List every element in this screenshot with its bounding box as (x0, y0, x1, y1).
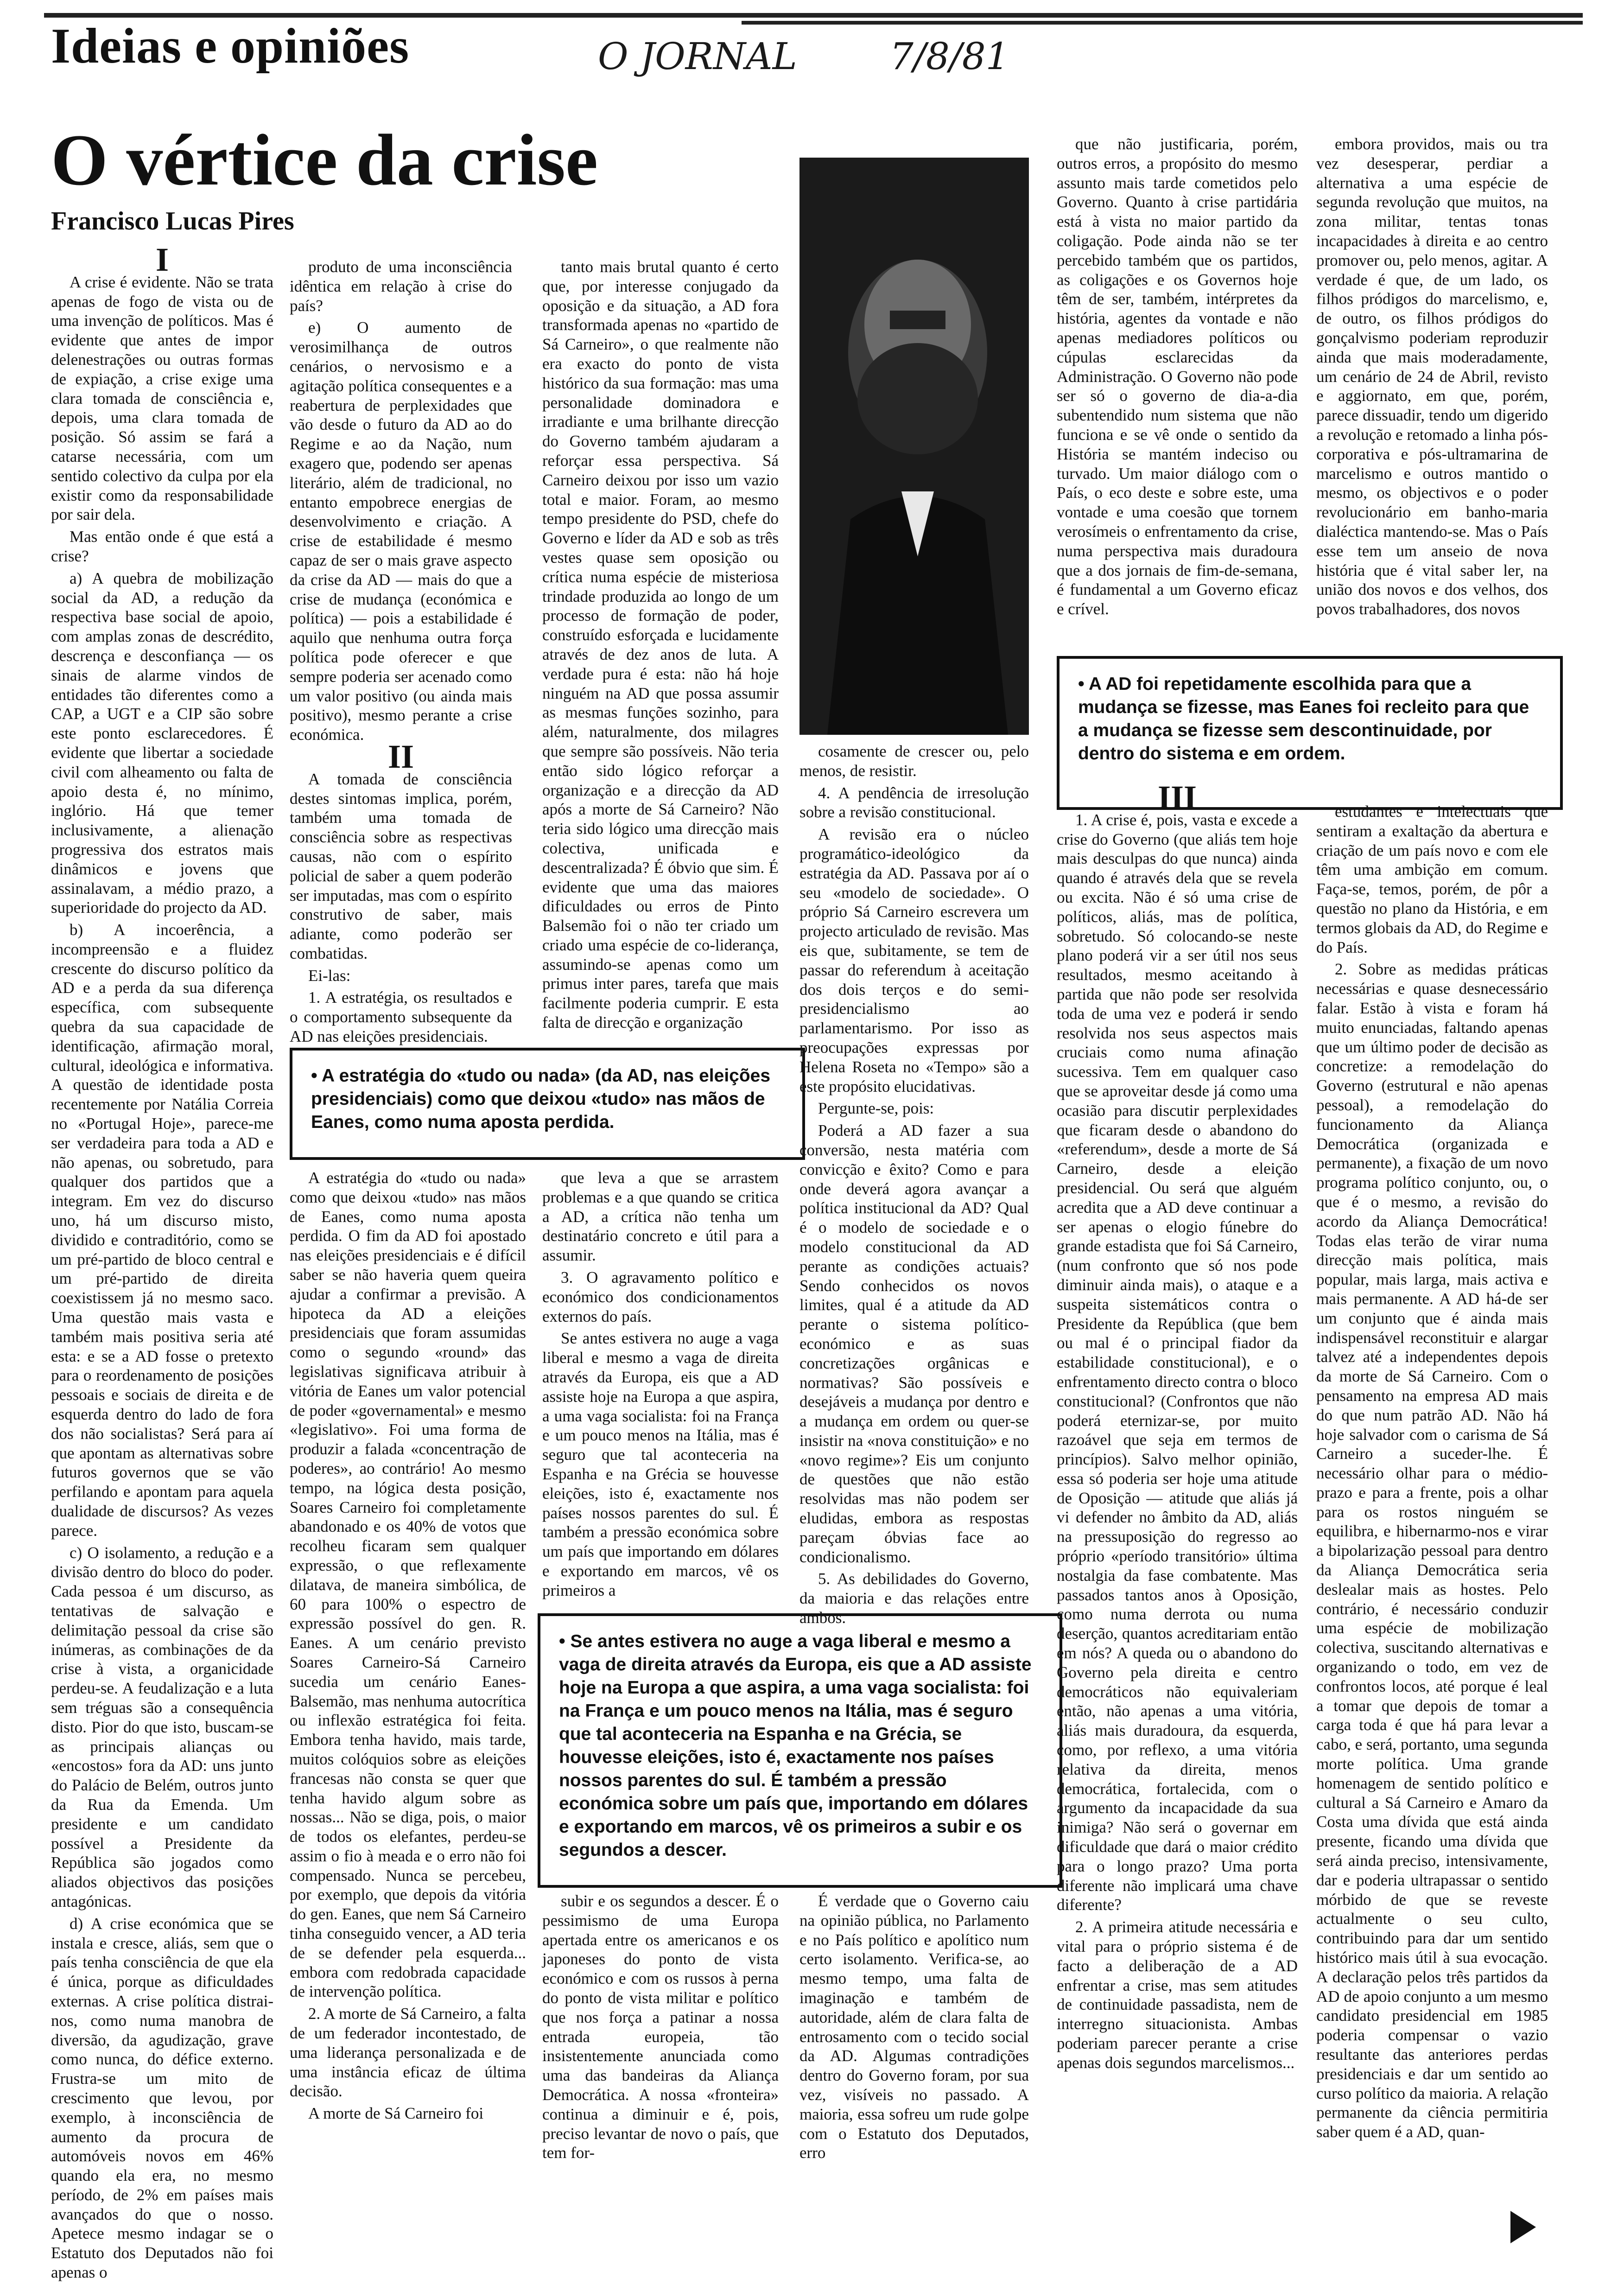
column-lower-2 (290, 1168, 526, 2126)
paragraph: d) A crise económica que se instala e cresce, aliás, sem que o país tenha consciência de que ela é única, porque as dificuldades externas. A crise política distrai-nos, como numa manobra de diversão, da agudização, grave como nunca, do défice externo. Frustra-se um mito de crescimento que levou, por exemplo, à inconsciência de aumento da procura de automóveis novos em 46% quando ela era, no mesmo período, de 2% em países mais avançados do que o nosso. Apetece mesmo indagar se o Estatuto dos Deputados não foi apenas o (51, 1914, 273, 2282)
column-lower-4 (799, 1891, 1029, 2165)
header-rule-right (742, 21, 1583, 25)
section-heading-iii: III (1157, 779, 1197, 816)
paragraph: 2. A morte de Sá Carneiro, a falta de um federador incontestado, de uma liderança personalizada e de uma instância eficaz de última decisão. (290, 2005, 526, 2101)
paragraph: 5. As debilidades do Governo, da maioria e das relações entre ambos. (799, 1570, 1029, 1627)
section-heading-i: I (155, 241, 169, 278)
paragraph: 2. A primeira atitude necessária e vital para o próprio sistema é de facto a deliberação de a AD enfrentar a crise, mas sem atitudes de continuidade passadista, nem de interregno situacionista. Ambas poderiam parecer perante a crise apenas dois segundos marcelismos... (1057, 1918, 1298, 2072)
paragraph: b) A incoerência, a incompreensão e a fluidez crescente do discurso político da AD e a perda da sua diferença específica, com subsequente quebra da sua capacidade de identificação, afirmação moral, cultural, ideológica e informativa. A questão de identidade posta recentemente por Natália Correia no «Portugal Hoje», parece-me ser verdadeira para toda a AD e não apenas, ou sobretudo, para qualquer dos partidos que a integram. Em vez do discurso uno, há um discurso misto, dividido e contraditório, como se um pré-partido de bloco central e um pré-partido de direita coexistissem já no mesmo saco. Uma questão mais vasta e também mais positiva seria até esta: e se a AD fosse o pretexto para o reordenamento de posições pessoais e sociais de direita e de esquerda dentro do lado de fora dos não socialistas? Será para aí que apontam as alternativas sobre futuros governos que se vão perfilando e apontam para aquela dualidade de discursos? As vezes parece. (51, 921, 273, 1540)
section-title: Ideias e opiniões (51, 19, 410, 74)
column-iii-b (1316, 802, 1548, 2145)
paragraph: c) O isolamento, a redução e a divisão dentro do bloco do poder. Cada pessoa é um discurso, as tentativas de salvação e delimitação pessoal da crise são inúmeras, as combinações de da crise à vista, a organicidade perdeu-se. A feudalização e a luta sem tréguas são a consequência disto. Pior do que isto, buscam-se as principais alianças ou «encostos» fora da AD: uns junto do Palácio de Belém, outros junto da Rua da Emenda. Um presidente e um candidato possível a Presidente da República são jogados como aliados objectivos das posições antagónicas. (51, 1543, 273, 1910)
paragraph: tanto mais brutal quanto é certo que, por interesse conjugado da oposição e da situação, a AD fora transformada apenas no «partido de Sá Carneiro», o que realmente não era exacto do ponto de vista histórico da sua formação: mas uma personalidade dominadora e irradiante e uma brilhante direcção do Governo também ajudaram a reforçar essa perspectiva. Sá Carneiro deixou por isso um vazio total e maior. Foram, ao mesmo tempo presidente do PSD, chefe do Governo e líder da AD e sob as três vestes quase sem oposição ou crítica numa espécie de misteriosa trindade produzida ao longo de um processo de formação de poder, construído esforçada e lucidamente através de dez anos de luta. A verdade pura é esta: não há hoje ninguém na AD que possa assumir as mesmas funções sozinho, para além, naturalmente, dos milagres que sempre são possíveis. Não teria então sido lógico reforçar a organização e a direcção da AD após a morte de Sá Carneiro? Não teria sido lógico uma direcção mais colectiva, unificada e descentralizada? É óbvio que sim. É evidente que uma das maiores dificuldades ou erros de Pinto Balsemão foi o não ter criado um criado uma espécie de co-liderança, assumindo-se apenas como um primus inter pares, tarefa que mais facilmente poderia cumprir. E esta falta de direcção e organização (542, 258, 779, 1032)
paragraph: que leva a que se arrastem problemas e a que quando se critica a AD, a crítica não tenha um destinatário concreto e útil para a assumir. (542, 1169, 779, 1265)
portrait-image (799, 158, 1029, 735)
column-lower-3b (542, 1891, 779, 2165)
paragraph: estudantes e intelectuais que sentiram a exaltação da abertura e criação de um país novo e com ele têm uma ambição em comum. Faça-se, temos, porém, de pôr a questão no plano da História, e em termos globais da AD, do Regime e do País. (1316, 802, 1548, 956)
paragraph: 1. A crise é, pois, vasta e excede a crise do Governo (que aliás tem hoje mais desculpas do que nunca) ainda quando é através dela que se revela ou excita. Não é só uma crise de políticos, aliás, mas de política, sobretudo. Só colocando-se neste plano poderá vir a ser útil nos seus resultados, mesmo aceitando à partida que não pode ser resolvida toda de uma vez e poderá ir sendo resolvida nos seus aspectos mais cruciais como numa afinação sucessiva. Tem em qualquer caso que se aproveitar desde já como uma ocasião para discutir perplexidades que ficaram desde o abandono do «referendum», desde a morte de Sá Carneiro, desde a eleição presidencial. Ou será que alguém acredita que a AD deve continuar a ser apenas o elogio fúnebre do grande estadista que foi Sá Carneiro, (num confronto que só nos pode diminuir ainda mais), o ataque e a suspeita sistemáticos contra o Presidente da República (que bem ou mal é o principal fiador da estabilidade constitucional), e o enfrentamento directo contra o bloco constitucional? (Confrontos que não poderá eternizar-se, por muito razoável que seja em termos de princípios). Salvo melhor opinião, essa só poderia ser hoje uma atitude de Oposição — atitude que aliás já vi defender no âmbito da AD, aliás na pressuposição do regresso ao próprio «período transitório» última nostalgia da fase combatente. Mas passados tantos anos à Oposição, como numa derrota ou numa deserção, quantos acreditariam então em nós? A queda ou o abandono do Governo pela direita e centro democráticos não equivaleriam então, não apenas a uma vitória, aliás mais duradoura, da esquerda, como, por reflexo, a uma vitória relativa da direita, menos democrática, fortalecida, com o argumento da incapacidade da sua inimiga? Não será o governar em dificuldade que dará o maior crédito para o longo prazo? Uma porta diferente não implicará uma chave diferente? (1057, 810, 1298, 1914)
paragraph: 1. A estratégia, os resultados e o comportamento subsequente da AD nas eleições presidenciais. (290, 988, 512, 1046)
author-photo (799, 158, 1029, 735)
paragraph: É verdade que o Governo caiu na opinião pública, no Parlamento e no País político e apolítico num certo isolamento. Verifica-se, ao mesmo tempo, uma falta de imaginação e também de autoridade, além de clara falta de entrosamento com o tecido social da AD. Algumas contradições dentro do Governo foram, por sua vez, visíveis no passado. A maioria, essa sofreu um rude golpe com o Estatuto dos Deputados, erro (799, 1892, 1029, 2162)
paragraph: embora providos, mais ou tra vez desesperar, perdiar a alternativa a uma espécie de segunda revolução que muitos, na zona militar, tentas tonas incapacidades à direita e ao centro promover ou, pelo menos, agitar. A verdade é que, de um lado, os filhos pródigos do marcelismo, e, de outro, os filhos pródigos do gonçalvismo poderiam reproduzir ainda que mais moderadamente, um cenário de 24 de Abril, revisto e aggiornato, em que, porém, parece dissuadir, tendo um digerido a revolução e retomado a linha pós-corporativa e pós-ultramarina de marcelismo e outros mantido o mesmo, os objectivos e o poder revolucionário em banho-maria dialéctica mantendo-se. Mas o País esse tem um anseio de nova história que é vital saber ler, na união dos novos e dos velhos, dos povos trabalhadores, dos novos (1316, 135, 1548, 618)
header-rule (44, 13, 1583, 18)
continue-arrow-icon (1510, 2211, 1536, 2243)
paragraph: a) A quebra de mobilização social da AD, a redução da respectiva base social de apoio, com amplas zonas de descrédito, descrença e desconfiança — os sinais de alarme vindos de entidades tão diferentes como a CAP, a UGT e a CIP são sobre este ponto esclarecedores. É evidente que libertar a sociedade civil com alheamento ou falta de apoio desta é, no mínimo, inglório. Há que temer inclusivamente, a alienação progressiva dos estratos mais dinâmicos e jovens que assinalavam, a médio prazo, a superioridade do projecto da AD. (51, 569, 273, 917)
paragraph: 2. Sobre as medidas práticas necessárias e quase desnecessário falar. Estão à vista e foram há muito enunciadas, faltando apenas que um último poder de decisão as concretize: a remodelação do Governo (estrutural e não apenas pessoal), a remodelação do funcionamento da Aliança Democrática (organizada e permanente), a fixação de um novo programa político conjunto, ou, o que é o mesmo, a revisão do acordo da Aliança Democrática! Todas elas terão de virar numa direcção mais política, mais popular, mais larga, mais activa e mais permanente. A AD há-de ser um conjunto que é ainda mais indispensável reconstituir e alargar talvez até a independentes depois da morte de Sá Carneiro. Com o pensamento na empresa AD mais do que num patrão AD. Não há hoje salvador com o carisma de Sá Carneiro a suceder-lhe. É necessário olhar para o médio-prazo e para a frente, pois a olhar para os rostos ninguém se equilibra, e hibernarmo-nos e virar a bipolarização pessoal para dentro da Aliança Democrática seria deslealar mais as hostes. Pelo contrário, é necessário conduzir uma espécie de mobilização colectiva, suscitando alternativas e organizando o todo, em vez de confrontos locos, até porque é leal a tomar que depois de tomar a carga toda é que há para levar a cabo, e será, portanto, uma segunda morte política. Uma grande homenagem de sentido político e cultural a Sá Carneiro e Amaro da Costa uma dívida que está ainda presente, ficando uma dívida que será ainda preciso, intensivamente, dar e poderia ultrapassar o sentido mórbido de que se reveste actualmente o seu culto, contribuindo para dar um sentido histórico mais útil à sua evocação. A declaração pelos três partidos da AD de apoio conjunto a um mesmo candidato presidencial em 1985 poderia compensar o vazio resultante das anteriores perdas presidenciais e dar um sentido ao curso político da maioria. A relação permanente da ciência permitiria saber quem é a AD, quan- (1316, 960, 1548, 2141)
paragraph: 3. O agravamento político e económico dos condicionamentos externos do país. (542, 1268, 779, 1325)
paragraph: e) O aumento de verosimilhança de outros cenários, o nervosismo e a agitação política consequentes e a reabertura de perplexidades que vão desde o futuro da AD ao do Regime e ao da Nação, num exagero que, podendo ser apenas literário, além de tradicional, no entanto empobrece energias de desenvolvimento e criação. A crise de estabilidade é mesmo capaz de ser o mais grave aspecto da crise da AD — mais do que a crise de mudança (económica e política) — pois a estabilidade é aquilo que nenhuma outra força política pode oferecer e que sempre poderia ser acenado como um valor positivo (ou ainda mais positivo), mesmo perante a crise económica. (290, 318, 512, 744)
column-2 (290, 257, 512, 1049)
paragraph: produto de uma inconsciência idêntica em relação à crise do país? (290, 258, 512, 315)
section-heading-ii: II (387, 738, 414, 775)
pull-quote-europa: • Se antes estivera no auge a vaga liberal e mesmo a vaga de direita através da Europa, eis que a AD assiste hoje na Europa a que aspira, a uma vaga socialista: foi na França e um pouco menos na Itália, mas é seguro que tal aconteceria na Espanha e na Grécia, se houvesse eleições, isto é, exactamente nos países nossos parentes do sul. É também a pressão económica sobre um país que, importando em dólares e exportando em marcos, vê os primeiros a subir e os segundos a descer. (538, 1613, 1062, 1888)
paragraph: Pergunte-se, pois: (818, 1099, 934, 1118)
paragraph: subir e os segundos a descer. É o pessimismo de uma Europa apertada entre os americanos e os japoneses do ponto de vista económico e com os russos à perna do ponto de vista militar e político que nos força a patinar a nossa entrada europeia, tão insistentemente anunciada como uma das bandeiras da Aliança Democrática. A nossa «fronteira» continua a diminuir e é, pois, preciso levantar de novo o país, que tem for- (542, 1892, 779, 2162)
paragraph: A revisão era o núcleo programático-ideológico da estratégia da AD. Passava por aí o seu «modelo de sociedade». O próprio Sá Carneiro escrevera um projecto articulado de revisão. Mas eis que, subitamente, se tem de passar do referendum à aceitação dos dois terços e do semi-presidencialismo ao parlamentarismo. Por isso as preocupações expressas por Helena Roseta no «Tempo» são a este propósito elucidativas. (799, 825, 1029, 1095)
column-6 (1316, 134, 1548, 622)
headline: O vértice da crise (51, 120, 598, 201)
paragraph: A crise é evidente. Não se trata apenas de fogo de vista ou de uma invenção de políticos. Mas é evidente que antes de impor delenestrações ou outras formas de expiação, a crise exige uma clara tomada de consciência e, depois, uma clara tomada de posição. Só assim se fará a catarse necessária, com um sentido colectivo da culpa por ela existir como da responsabilidade por sair dela. (51, 273, 273, 524)
column-3 (542, 257, 779, 1035)
paragraph: Mas então onde é que está a crise? (51, 528, 273, 565)
column-iii (1057, 779, 1298, 2076)
paragraph: Se antes estivera no auge a vaga liberal e mesmo a vaga de direita através da Europa, eis que a AD assiste hoje na Europa a que aspira, a uma vaga socialista: foi na França e um pouco menos na Itália, mas é seguro que tal aconteceria na Espanha e na Grécia se houvesse eleições, isto é, exactamente nos países nossos parentes do sul. É também a pressão económica sobre um país que importando em dólares e exportando em marcos, vê os primeiros a (542, 1329, 779, 1599)
column-4 (799, 742, 1029, 1630)
author-byline: Francisco Lucas Pires (51, 207, 294, 236)
pull-quote-eanes: • A AD foi repetidamente escolhida para que a mudança se fizesse, mas Eanes foi recleito para que a mudança se fizesse sem descontinuidade, por dentro do sistema e em ordem. (1057, 656, 1563, 810)
paragraph: Poderá a AD fazer a sua conversão, nesta matéria com convicção e êxito? Como e para onde deverá agora avançar a política institucional da AD? Qual é o modelo de sociedade e o modelo constitucional da AD perante as condições actuais? Sendo conhecidos os novos limites, qual é a atitude da AD perante o sistema político-económico e as suas concretizações orgânicas e normativas? São possíveis e desejáveis a mudança por dentro e a mudança em ordem ou quer-se insistir na «nova constituição» e no «novo regime»? Eis um conjunto de questões que não estão resolvidas mas não podem ser eludidas, embora as respostas pareçam óbvias face ao condicionalismo. (799, 1121, 1029, 1566)
column-5 (1057, 134, 1298, 622)
column-lower-3 (542, 1168, 779, 1603)
publication-name: O JORNAL (598, 35, 797, 78)
paragraph: cosamente de crescer ou, pelo menos, de resistir. (799, 742, 1029, 780)
publication-date: 7/8/81 (890, 35, 1009, 78)
paragraph: A tomada de consciência destes sintomas implica, porém, também uma tomada de consciência sobre as respectivas causas, não com o espírito policial de saber a quem poderão ser imputadas, mas com o espírito construtivo de saber, mais adiante, como poderão ser combatidas. (290, 770, 512, 962)
paragraph: A estratégia do «tudo ou nada» como que deixou «tudo» nas mãos de Eanes, como numa aposta perdida. O fim da AD foi apostado nas eleições presidenciais e é difícil saber se não haveria quem queira ajudar a confirmar a previsão. A hipoteca da AD a eleições presidenciais que foram assumidas como o segundo «round» das legislativas significava atribuir à vitória de Eanes um valor potencial de poder «governamental» e mesmo «legislativo». Foi uma forma de produzir a falada «concentração de poderes», ao contrário! Ao mesmo tempo, na lógica desta posição, Soares Carneiro foi completamente abandonado e os 40% de votos que recolheu ficaram sem qualquer expressão, o que reflexamente dilatava, de maneira simbólica, de 60 para 100% o espectro de expressão possível do gen. R. Eanes. A um cenário previsto Soares Carneiro-Sá Carneiro sucedia um cenário Eanes-Balsemão, mas nenhuma autocrítica ou inflexão estratégica foi feita. Embora tenha havido, mais tarde, muitos colóquios sobre as eleições francesas não consta se quer que tenha havido algum sobre as nossas... Não se diga, pois, o maior de todos os elefantes, perdeu-se assim o fio à meada e o erro não foi compensado. Nunca se percebeu, por exemplo, que depois da vitória do gen. Eanes, que nem Sá Carneiro tinha conseguido vencer, a AD teria de se defender pela esquerda... embora com redobrada capacidade de intervenção política. (290, 1169, 526, 2001)
paragraph: 4. A pendência de irresolução sobre a revisão constitucional. (799, 783, 1029, 821)
column-1 (51, 241, 273, 2285)
paragraph: A morte de Sá Carneiro foi (308, 2104, 484, 2123)
paragraph: Ei-las: (308, 966, 351, 985)
paragraph: que não justificaria, porém, outros erros, a propósito do mesmo assunto mais tarde cometidos pelo Governo. Quanto à crise partidária está à vista no maior partido da coligação. Pode ainda não se ter percebido também que os partidos, as coligações e os Governos hoje têm de ser, também, intérpretes da história, agentes da vontade e não apenas mediadores políticos ou cúpulas esclarecidas da Administração. O Governo não pode ser só o governo de dia-a-dia subentendido num sistema que não funciona e se vê onde o sentido da História se mantém indeciso ou turvado. Um maior diálogo com o País, o eco deste e sobre este, uma vontade e uma coesão que tornem verosímeis o enfrentamento da crise, numa perspectiva mais duradoura que a dos jornais de fim-de-semana, é fundamental a um Governo eficaz e crível. (1057, 135, 1298, 618)
pull-quote-presidenciais: • A estratégia do «tudo ou nada» (da AD, nas eleições presidenciais) como que deixou «tudo» nas mãos de Eanes, como numa aposta perdida. (290, 1048, 805, 1160)
